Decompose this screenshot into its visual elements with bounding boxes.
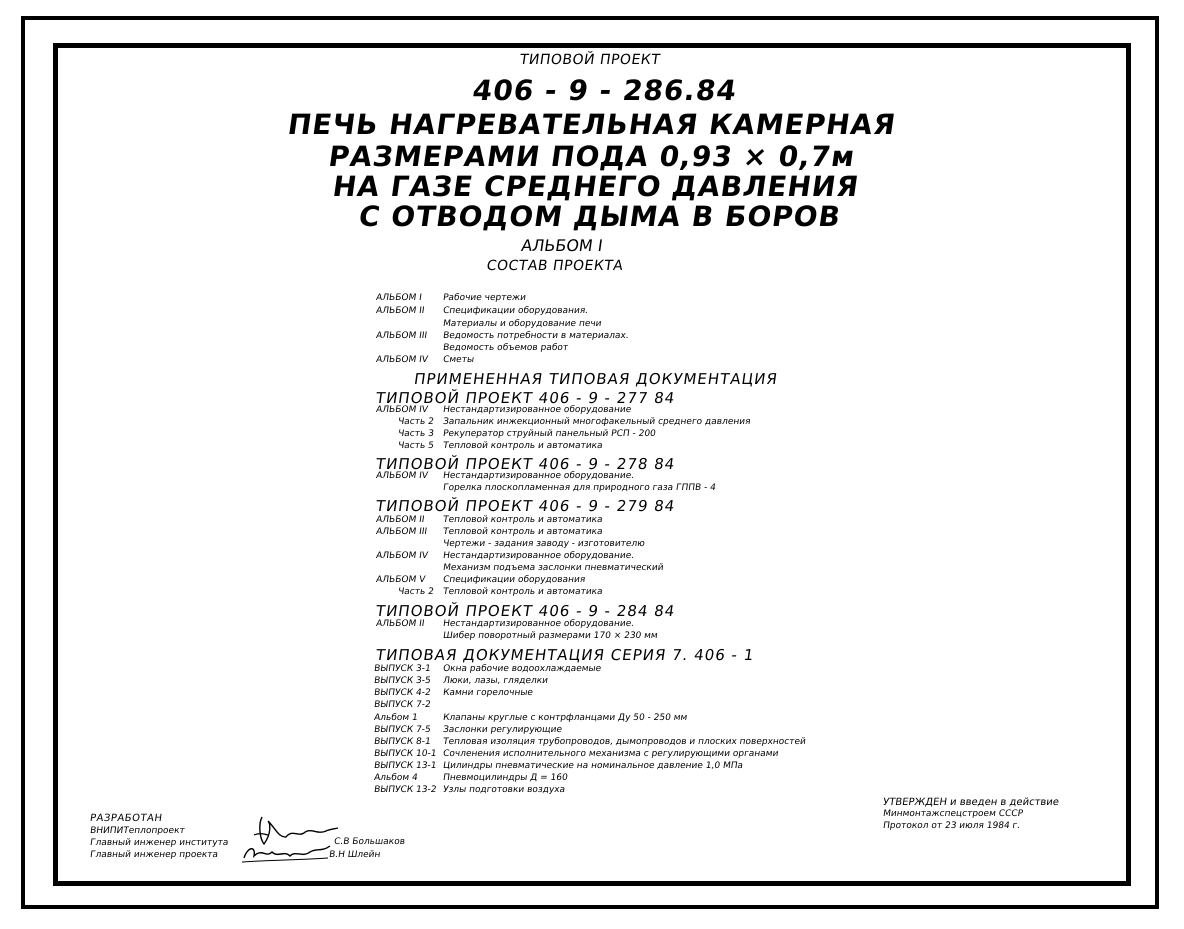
series-text-8: Сочленения исполнительного механизма с регулирующими органами bbox=[442, 749, 780, 759]
composition-text-3: Материалы и оборудование печи bbox=[442, 319, 603, 329]
series-text-10: Пневмоцилиндры Д = 160 bbox=[442, 773, 569, 783]
composition-label-4: АЛЬБОМ III bbox=[375, 331, 428, 341]
p277-label-2: Часть 2 bbox=[397, 417, 435, 427]
series-label-7: ВЫПУСК 8-1 bbox=[373, 737, 432, 747]
approval-line-3: Протокол от 23 июля 1984 г. bbox=[882, 821, 1021, 831]
project-277-heading: ТИПОВОЙ ПРОЕКТ 406 - 9 - 277 84 bbox=[374, 389, 677, 407]
p277-label-1: АЛЬБОМ IV bbox=[375, 405, 429, 415]
composition-text-2: Спецификации оборудования. bbox=[442, 306, 589, 316]
p277-text-1: Нестандартизированное оборудование bbox=[442, 405, 632, 415]
series-heading: ТИПОВАЯ ДОКУМЕНТАЦИЯ СЕРИЯ 7. 406 - 1 bbox=[374, 646, 756, 664]
p279-label-2: АЛЬБОМ III bbox=[375, 527, 428, 537]
signature-2 bbox=[240, 840, 332, 866]
p284-label-1: АЛЬБОМ II bbox=[375, 619, 425, 629]
composition-text-5: Ведомость объемов работ bbox=[442, 343, 569, 353]
developer-role-2: Главный инженер проекта bbox=[89, 850, 219, 860]
title-line-4: С ОТВОДОМ ДЫМА В БОРОВ bbox=[356, 200, 844, 233]
p279-text-6: Спецификации оборудования bbox=[442, 575, 586, 585]
series-text-1: Окна рабочие водоохлаждаемые bbox=[442, 664, 602, 674]
composition-label-6: АЛЬБОМ IV bbox=[375, 355, 429, 365]
developer-org: ВНИПИТеплопроект bbox=[89, 826, 186, 836]
series-text-7: Тепловая изоляция трубопроводов, дымопроводов и плоских поверхностей bbox=[442, 737, 807, 747]
developer-name-2: В.Н Шлейн bbox=[328, 850, 382, 860]
p284-text-2: Шибер поворотный размерами 170 × 230 мм bbox=[442, 631, 659, 641]
p278-label-1: АЛЬБОМ IV bbox=[375, 471, 429, 481]
p284-text-1: Нестандартизированное оборудование. bbox=[442, 619, 635, 629]
project-284-heading: ТИПОВОЙ ПРОЕКТ 406 - 9 - 284 84 bbox=[374, 602, 677, 620]
p279-text-2: Тепловой контроль и автоматика bbox=[442, 527, 604, 537]
p279-text-7: Тепловой контроль и автоматика bbox=[442, 587, 604, 597]
composition-heading: СОСТАВ ПРОЕКТА bbox=[485, 258, 625, 274]
album-label: АЛЬБОМ I bbox=[520, 236, 604, 255]
series-text-2: Люки, лазы, гляделки bbox=[442, 676, 549, 686]
series-label-1: ВЫПУСК 3-1 bbox=[373, 664, 432, 674]
project-278-heading: ТИПОВОЙ ПРОЕКТ 406 - 9 - 278 84 bbox=[374, 455, 677, 473]
title-line-2: РАЗМЕРАМИ ПОДА 0,93 × 0,7м bbox=[326, 140, 858, 173]
series-text-5: Клапаны круглые с контрфланцами Ду 50 - 250 мм bbox=[442, 713, 688, 723]
composition-label-1: АЛЬБОМ I bbox=[375, 293, 423, 303]
series-label-5: Альбом 1 bbox=[373, 713, 419, 723]
series-label-8: ВЫПУСК 10-1 bbox=[373, 749, 438, 759]
p277-label-4: Часть 5 bbox=[397, 441, 435, 451]
composition-text-4: Ведомость потребности в материалах. bbox=[442, 331, 630, 341]
p278-text-1: Нестандартизированное оборудование. bbox=[442, 471, 635, 481]
series-label-9: ВЫПУСК 13-1 bbox=[373, 761, 438, 771]
project-279-heading: ТИПОВОЙ ПРОЕКТ 406 - 9 - 279 84 bbox=[374, 497, 677, 515]
p279-label-1: АЛЬБОМ II bbox=[375, 515, 425, 525]
p279-text-5: Механизм подъема заслонки пневматический bbox=[442, 563, 665, 573]
p278-text-2: Горелка плоскопламенная для природного газа ГППВ - 4 bbox=[442, 483, 717, 493]
title-line-3: НА ГАЗЕ СРЕДНЕГО ДАВЛЕНИЯ bbox=[330, 170, 862, 203]
developer-title: РАЗРАБОТАН bbox=[89, 813, 164, 824]
composition-text-1: Рабочие чертежи bbox=[442, 293, 527, 303]
series-label-6: ВЫПУСК 7-5 bbox=[373, 725, 432, 735]
series-label-11: ВЫПУСК 13-2 bbox=[373, 785, 438, 795]
p277-label-3: Часть 3 bbox=[397, 429, 435, 439]
composition-text-6: Сметы bbox=[442, 355, 475, 365]
series-text-3: Камни горелочные bbox=[442, 688, 534, 698]
approval-line-1: УТВЕРЖДЕН и введен в действие bbox=[882, 797, 1060, 808]
p277-text-2: Запальник инжекционный многофакельный среднего давления bbox=[442, 417, 752, 427]
applied-heading: ПРИМЕНЕННАЯ ТИПОВАЯ ДОКУМЕНТАЦИЯ bbox=[412, 370, 780, 388]
series-label-10: Альбом 4 bbox=[373, 773, 419, 783]
title-line-1: ПЕЧЬ НАГРЕВАТЕЛЬНАЯ КАМЕРНАЯ bbox=[285, 108, 899, 141]
series-label-4: ВЫПУСК 7-2 bbox=[373, 700, 432, 710]
series-text-6: Заслонки регулирующие bbox=[442, 725, 563, 735]
p279-text-4: Нестандартизированное оборудование. bbox=[442, 551, 635, 561]
p277-text-3: Рекуператор струйный панельный РСП - 200 bbox=[442, 429, 657, 439]
developer-role-1: Главный инженер института bbox=[89, 838, 229, 848]
series-label-2: ВЫПУСК 3-5 bbox=[373, 676, 432, 686]
developer-name-1: С.В Большаков bbox=[333, 837, 406, 847]
series-text-11: Узлы подготовки воздуха bbox=[442, 785, 566, 795]
p277-text-4: Тепловой контроль и автоматика bbox=[442, 441, 604, 451]
p279-label-4: АЛЬБОМ IV bbox=[375, 551, 429, 561]
series-text-9: Цилиндры пневматические на номинальное давление 1,0 МПа bbox=[442, 761, 744, 771]
composition-label-2: АЛЬБОМ II bbox=[375, 306, 425, 316]
p279-text-3: Чертежи - задания заводу - изготовителю bbox=[442, 539, 646, 549]
series-label-3: ВЫПУСК 4-2 bbox=[373, 688, 432, 698]
p279-text-1: Тепловой контроль и автоматика bbox=[442, 515, 604, 525]
project-label: ТИПОВОЙ ПРОЕКТ bbox=[518, 52, 662, 68]
project-number: 406 - 9 - 286.84 bbox=[470, 74, 740, 107]
p279-label-6: АЛЬБОМ V bbox=[375, 575, 426, 585]
p279-label-7: Часть 2 bbox=[397, 587, 435, 597]
approval-line-2: Минмонтажспецстроем СССР bbox=[882, 809, 1024, 819]
